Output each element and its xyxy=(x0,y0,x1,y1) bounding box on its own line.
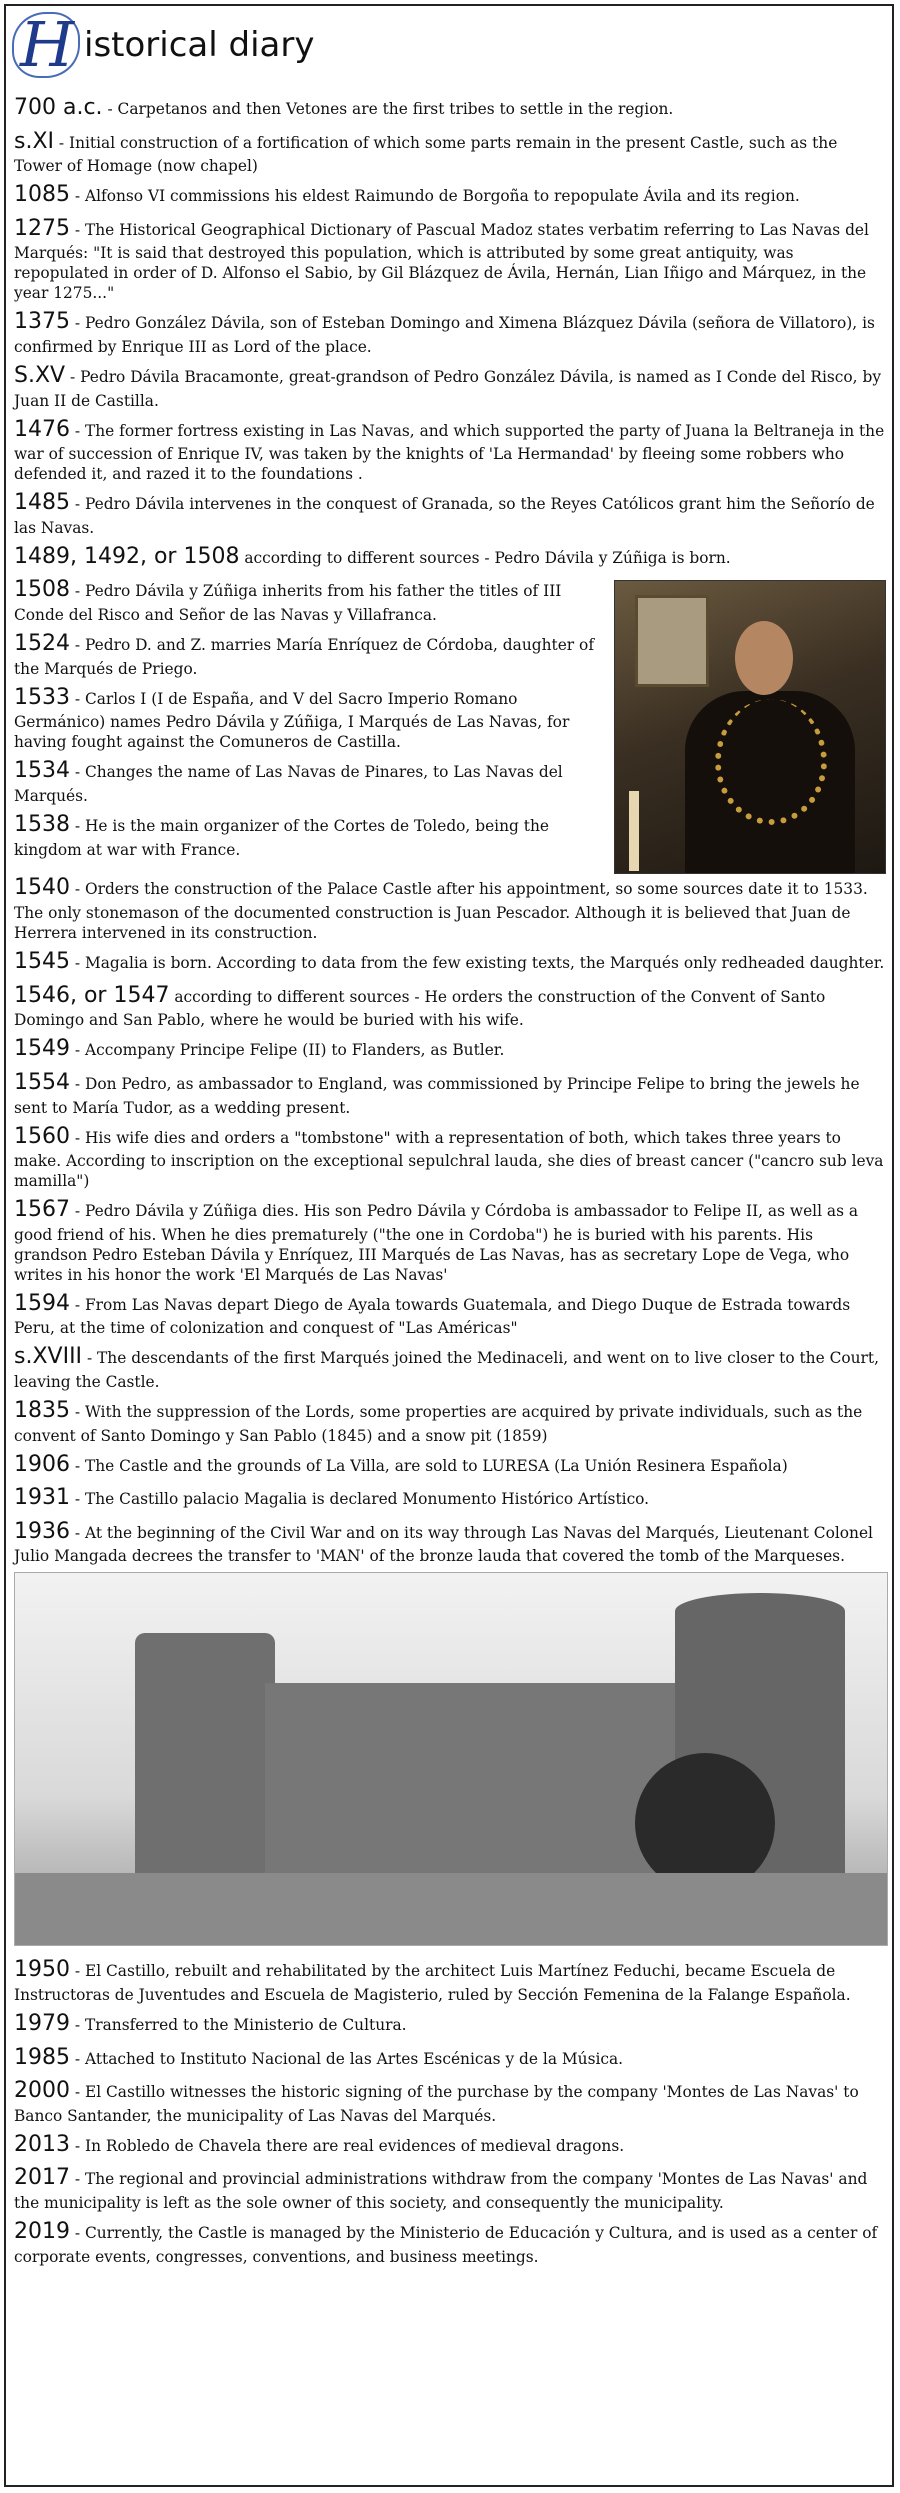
diary-entry xyxy=(14,1035,886,1064)
entry-year: 1534 xyxy=(14,758,70,784)
entry-year: 2019 xyxy=(14,2219,70,2245)
diary-entry xyxy=(14,308,886,357)
entries-group-b xyxy=(14,874,886,1566)
diary-entry xyxy=(14,1069,886,1118)
entries-group-a xyxy=(14,94,886,571)
entry-text: - Initial construction of a fortification of which some parts remain in the present Castle, such as the Tower of Homage (now chapel) xyxy=(14,133,838,176)
castle-left-tower xyxy=(135,1633,275,1883)
diary-entry xyxy=(14,489,886,538)
entry-year: 2013 xyxy=(14,2131,70,2157)
diary-entry xyxy=(14,1451,886,1480)
entry-text: - Transferred to the Ministerio de Cultura. xyxy=(70,2016,407,2035)
entry-year: 2000 xyxy=(14,2078,70,2104)
castle-photo xyxy=(14,1572,888,1946)
entry-year: 1545 xyxy=(14,949,70,975)
entry-year: 1549 xyxy=(14,1036,70,1062)
entry-year: 700 a.c. xyxy=(14,95,103,120)
diary-entry xyxy=(14,757,606,806)
entry-text: - Pedro Dávila intervenes in the conquest of Granada, so the Reyes Católicos grant him the Señorío de las Navas. xyxy=(14,495,875,537)
entry-year: 1560 xyxy=(14,1123,70,1149)
castle-ground xyxy=(15,1873,887,1945)
entry-year: 1950 xyxy=(14,1957,70,1983)
entry-text: - The descendants of the first Marqués joined the Medinaceli, and went on to live closer to the Court, leaving the Castle. xyxy=(14,1349,879,1391)
entry-year: 1538 xyxy=(14,811,70,837)
diary-entry xyxy=(14,1123,886,1192)
title-initial: H xyxy=(12,12,80,78)
entry-year: 1540 xyxy=(14,875,70,901)
entry-text: - Accompany Principe Felipe (II) to Flanders, as Butler. xyxy=(70,1041,505,1060)
diary-entry xyxy=(14,2044,886,2073)
diary-entry xyxy=(14,1397,886,1446)
entry-year: s.XI xyxy=(14,128,55,154)
entry-text: - Currently, the Castle is managed by the Ministerio de Educación y Cultura, and is used as a center of corporate events, congresses, conventions, and business meetings. xyxy=(14,2224,878,2266)
diary-entry xyxy=(14,811,606,860)
castle-tree xyxy=(635,1753,775,1893)
entry-text: - Changes the name of Las Navas de Pinares, to Las Navas del Marqués. xyxy=(14,763,563,805)
entry-text: - Carlos I (I de España, and V del Sacro Imperio Romano Germánico) names Pedro Dávila y Zúñiga, I Marqués de Las Navas, for having fought against the Comuneros de Castilla. xyxy=(14,689,570,752)
entry-year: 1594 xyxy=(14,1290,70,1316)
diary-entry xyxy=(14,1518,886,1567)
entry-text: according to different sources - Pedro Dávila y Zúñiga is born. xyxy=(239,548,731,567)
entry-text: - His wife dies and orders a "tombstone" with a representation of both, which takes three years to make. According to inscription on the exceptional sepulchral lauda, she dies of breast cancer ("cancro sub leva mamilla") xyxy=(14,1128,884,1191)
diary-entry xyxy=(14,1956,886,2005)
entry-text: - Pedro Dávila y Zúñiga dies. His son Pedro Dávila y Córdoba is ambassador to Felipe II, as well as a good friend of his. When he dies prematurely ("the one in Cordoba") he is buried with his parents. His grandson Pedro Esteban Dávila y Enríquez, III Marqués de Las Navas, has as secretary Lope de Vega, who writes in his honor the work 'El Marqués de Las Navas' xyxy=(14,1202,859,1284)
entry-text: - El Castillo witnesses the historic signing of the purchase by the company 'Montes de Las Navas' to Banco Santander, the municipality of Las Navas del Marqués. xyxy=(14,2083,859,2125)
diary-entry xyxy=(14,128,886,177)
entry-text: - The former fortress existing in Las Navas, and which supported the party of Juana la Beltraneja in the war of succession of Enrique IV, was taken by the knights of 'La Hermandad' by fleeing some robbers who defended it, and razed it to the foundations . xyxy=(14,421,885,484)
entry-year: 1375 xyxy=(14,309,70,335)
entry-year: 1936 xyxy=(14,1518,70,1544)
entry-year: 1476 xyxy=(14,416,70,442)
entry-year: 1906 xyxy=(14,1451,70,1477)
portrait-image xyxy=(614,580,886,874)
diary-entry xyxy=(14,1196,886,1285)
entry-year: 1835 xyxy=(14,1398,70,1423)
diary-entry xyxy=(14,630,606,679)
entry-year: 1085 xyxy=(14,182,70,208)
entry-text: - Magalia is born. According to data from the few existing texts, the Marqués only redheaded daughter. xyxy=(70,954,885,973)
diary-entries xyxy=(14,94,886,2272)
diary-entry xyxy=(14,181,886,210)
entry-year: 1979 xyxy=(14,2011,70,2037)
entry-text: - Attached to Instituto Nacional de las Artes Escénicas y de la Música. xyxy=(70,2049,624,2068)
entry-year: 1931 xyxy=(14,1485,70,1511)
diary-entry xyxy=(14,576,606,625)
entry-text: - Alfonso VI commissions his eldest Raimundo de Borgoña to repopulate Ávila and its region. xyxy=(70,187,800,206)
portrait-chain xyxy=(715,699,827,825)
entry-year: 1985 xyxy=(14,2044,70,2070)
entry-text: - He is the main organizer of the Cortes de Toledo, being the kingdom at war with France. xyxy=(14,816,549,859)
entry-year: s.XVIII xyxy=(14,1344,83,1370)
entry-year: 1533 xyxy=(14,684,70,710)
diary-entry xyxy=(14,94,886,123)
entry-year: S.XV xyxy=(14,363,66,389)
entry-year: 2017 xyxy=(14,2165,70,2191)
entry-text: - Don Pedro, as ambassador to England, was commissioned by Principe Felipe to bring the jewels he sent to María Tudor, as a wedding present. xyxy=(14,1074,860,1117)
entry-text: - Pedro Dávila Bracamonte, great-grandson of Pedro González Dávila, is named as I Conde del Risco, by Juan II de Castilla. xyxy=(14,368,882,410)
diary-entry xyxy=(14,416,886,485)
entries-group-c xyxy=(14,1956,886,2266)
entry-text: - Orders the construction of the Palace Castle after his appointment, so some sources date it to 1533. The only stonemason of the documented construction is Juan Pescador. Although it is believed that Juan de Herrera intervened in its construction. xyxy=(14,880,868,943)
entries-group-portrait xyxy=(14,576,606,874)
entry-year: 1508 xyxy=(14,577,70,603)
entry-text: - The regional and provincial administrations withdraw from the company 'Montes de Las Navas' and the municipality is left as the sole owner of this society, and consequently the municipality. xyxy=(14,2170,868,2212)
page-title xyxy=(12,8,314,82)
entry-year: 1567 xyxy=(14,1197,70,1223)
entry-text: - Pedro D. and Z. marries María Enríquez de Córdoba, daughter of the Marqués de Priego. xyxy=(14,636,595,678)
diary-entry xyxy=(14,874,886,943)
entry-year: 1275 xyxy=(14,215,70,241)
diary-entry xyxy=(14,1290,886,1339)
portrait-section xyxy=(14,576,886,874)
entry-year: 1546, or 1547 xyxy=(14,982,170,1008)
entry-text: - Pedro González Dávila, son of Esteban Domingo and Ximena Blázquez Dávila (señora de Villatoro), is confirmed by Enrique III as Lord of the place. xyxy=(14,314,875,357)
entry-text: - The Castillo palacio Magalia is declared Monumento Histórico Artístico. xyxy=(70,1490,650,1509)
entry-text: - The Historical Geographical Dictionary of Pascual Madoz states verbatim referring to Las Navas del Marqués: "It is said that destroyed this population, which is attributed by some great antiquity, was repopulated in order of D. Alfonso el Sabio, by Gil Blázquez de Ávila, Hernán, Lian Iñigo and Márquez, in the year 1275..." xyxy=(14,220,869,303)
entry-text: - Pedro Dávila y Zúñiga inherits from his father the titles of III Conde del Risco and Señor de las Navas y Villafranca. xyxy=(14,582,562,625)
portrait-painting-detail xyxy=(635,595,709,687)
castle-wall xyxy=(265,1683,685,1883)
entry-text: - From Las Navas depart Diego de Ayala towards Guatemala, and Diego Duque de Estrada towards Peru, at the time of colonization and conquest of "Las Américas" xyxy=(14,1295,851,1338)
entry-year: 1554 xyxy=(14,1069,70,1095)
entry-year: 1489, 1492, or 1508 xyxy=(14,543,240,569)
diary-entry xyxy=(14,982,886,1031)
diary-entry xyxy=(14,2077,886,2126)
entry-text: - With the suppression of the Lords, some properties are acquired by private individuals, such as the convent of Santo Domingo y San Pablo (1845) and a snow pit (1859) xyxy=(14,1403,863,1445)
entry-text: - The Castle and the grounds of La Villa, are sold to LURESA (La Unión Resinera Española) xyxy=(70,1456,788,1475)
diary-entry xyxy=(14,543,886,572)
diary-entry xyxy=(14,362,886,411)
entry-text: - In Robledo de Chavela there are real evidences of medieval dragons. xyxy=(70,2136,625,2155)
entry-text: - El Castillo, rebuilt and rehabilitated by the architect Luis Martínez Feduchi, became Escuela de Instructoras de Juventudes and Escuela de Magisterio, ruled by Sección Femenina de la Falange Española. xyxy=(14,1962,851,2004)
diary-entry xyxy=(14,2010,886,2039)
diary-entry xyxy=(14,2164,886,2213)
diary-entry xyxy=(14,2131,886,2160)
diary-entry xyxy=(14,1343,886,1392)
entry-text: according to different sources - He orders the construction of the Convent of Santo Domingo and San Pablo, where he would be buried with his wife. xyxy=(14,987,826,1030)
title-text: istorical diary xyxy=(84,25,315,65)
entry-text: - Carpetanos and then Vetones are the first tribes to settle in the region. xyxy=(102,100,674,118)
entry-year: 1485 xyxy=(14,490,70,516)
entry-text: - At the beginning of the Civil War and on its way through Las Navas del Marqués, Lieutenant Colonel Julio Mangada decrees the transfer to 'MAN' of the bronze lauda that covered the tomb of the Marqueses. xyxy=(14,1523,873,1566)
portrait-face xyxy=(735,621,793,695)
diary-entry xyxy=(14,1484,886,1513)
diary-entry xyxy=(14,948,886,977)
diary-entry xyxy=(14,215,886,304)
diary-entry xyxy=(14,2218,886,2267)
portrait-candle xyxy=(629,791,639,871)
diary-entry xyxy=(14,684,606,753)
entry-year: 1524 xyxy=(14,631,70,657)
